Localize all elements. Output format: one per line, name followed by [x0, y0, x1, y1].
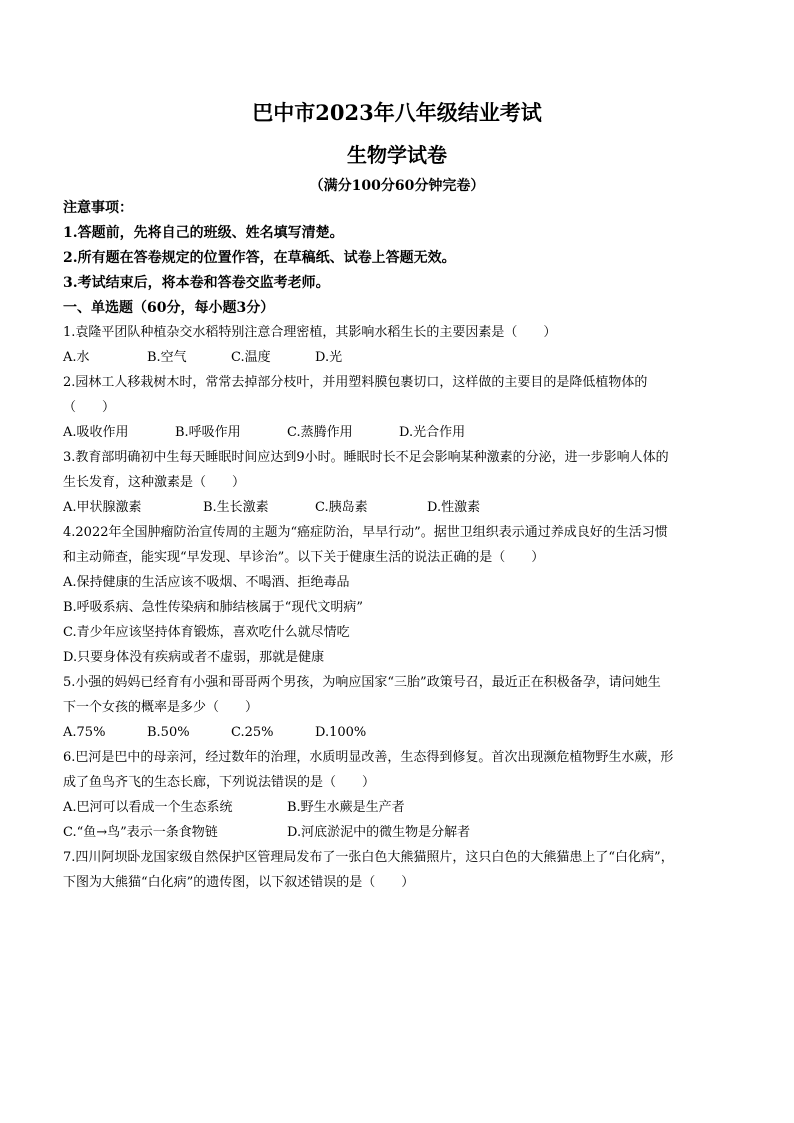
q1-option-a: A.水: [63, 350, 90, 365]
q6-option-a: A.巴河可以看成一个生态系统: [63, 800, 233, 815]
q6-option-c: C.“鱼→鸟”表示一条食物链: [63, 825, 218, 840]
question-4-text: 和主动筛查，能实现“早发现、早诊治”。以下关于健康生活的说法正确的是（ ）: [63, 550, 545, 565]
q3-option-a: A.甲状腺激素: [63, 500, 142, 515]
notes-heading: 注意事项：: [63, 200, 133, 216]
q3-option-b: B.生长激素: [203, 500, 269, 515]
question-3-text: 3.教育部明确初中生每天睡眠时间应达到9小时。睡眠时长不足会影响某种激素的分泌，进一步影响人体的: [63, 450, 669, 465]
q1-option-c: C.温度: [231, 350, 271, 365]
q5-option-a: A.75%: [63, 725, 106, 740]
q3-option-d: D.性激素: [427, 500, 481, 515]
subject-title: 生物学试卷: [347, 143, 447, 167]
q6-option-d: D.河底淤泥中的微生物是分解者: [287, 825, 471, 840]
exam-info: （满分100分60分钟完卷）: [309, 178, 485, 194]
question-3-text: 生长发育，这种激素是（ ）: [63, 475, 246, 490]
question-7-text: 7.四川阿坝卧龙国家级自然保护区管理局发布了一张白色大熊猫照片，这只白色的大熊猫患上了“白化病”，: [63, 850, 674, 865]
question-2-text: （ ）: [63, 400, 116, 415]
q6-option-b: B.野生水蕨是生产者: [287, 800, 405, 815]
question-1-text: 1.袁隆平团队种植杂交水稻特别注意合理密植，其影响水稻生长的主要因素是（ ）: [63, 325, 557, 340]
q5-option-c: C.25%: [231, 725, 274, 740]
q5-option-b: B.50%: [147, 725, 190, 740]
question-6-text: 成了鱼鸟齐飞的生态长廊，下列说法错误的是（ ）: [63, 775, 376, 790]
q4-option-a: A.保持健康的生活应该不吸烟、不喝酒、拒绝毒品: [63, 575, 350, 590]
question-6-text: 6.巴河是巴中的母亲河，经过数年的治理，水质明显改善，生态得到修复。首次出现濒危植物野生水蕨，形: [63, 750, 674, 765]
q3-option-c: C.胰岛素: [315, 500, 368, 515]
q1-option-b: B.空气: [147, 350, 187, 365]
question-5-text: 5.小强的妈妈已经育有小强和哥哥两个男孩，为响应国家“三胎”政策号召，最近正在积极备孕，请问她生: [63, 675, 661, 690]
question-2-text: 2.园林工人移栽树木时，常常去掉部分枝叶，并用塑料膜包裹切口，这样做的主要目的是降低植物体的: [63, 375, 648, 390]
section-heading: 一、单选题（60分，每小题3分）: [63, 300, 275, 316]
question-4-text: 4.2022年全国肿瘤防治宣传周的主题为“癌症防治，早早行动”。据世卫组织表示通过养成良好的生活习惯: [63, 525, 668, 540]
q2-option-c: C.蒸腾作用: [287, 425, 353, 440]
question-7-text: 下图为大熊猫“白化病”的遗传图，以下叙述错误的是（ ）: [63, 875, 415, 890]
note-item: 2.所有题在答卷规定的位置作答，在草稿纸、试卷上答题无效。: [63, 250, 456, 266]
q4-option-d: D.只要身体没有疾病或者不虚弱，那就是健康: [63, 650, 325, 665]
q1-option-d: D.光: [315, 350, 343, 365]
exam-title: 巴中市2023年八年级结业考试: [252, 100, 542, 125]
q4-option-b: B.呼吸系病、急性传染病和肺结核属于“现代文明病”: [63, 600, 363, 615]
q2-option-a: A.吸收作用: [63, 425, 129, 440]
note-item: 3.考试结束后，将本卷和答卷交监考老师。: [63, 275, 330, 291]
question-5-text: 下一个女孩的概率是多少（ ）: [63, 700, 259, 715]
q2-option-d: D.光合作用: [399, 425, 466, 440]
q5-option-d: D.100%: [315, 725, 367, 740]
note-item: 1.答题前，先将自己的班级、姓名填写清楚。: [63, 225, 344, 241]
q2-option-b: B.呼吸作用: [175, 425, 241, 440]
q4-option-c: C.青少年应该坚持体育锻炼，喜欢吃什么就尽情吃: [63, 625, 350, 640]
